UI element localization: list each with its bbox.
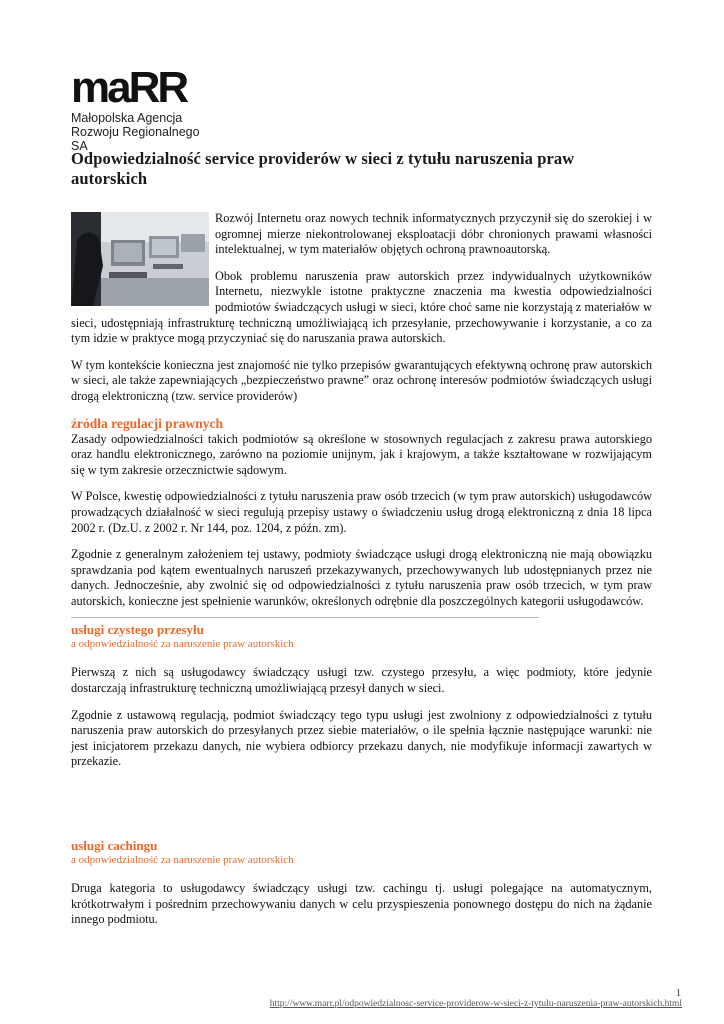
office-computers-photo: [71, 212, 209, 306]
logo-line-2: Rozwoju Regionalnego SA: [71, 125, 200, 153]
sources-paragraph-3: Zgodnie z generalnym założeniem tej ustawy, podmioty świadczące usługi drogą elektroniczną nie mają obowiązku sprawdzania pod kątem ewentualnych naruszeń przekazywanych, przechowywanych lub udostępnianych przez nie danych. Jednocześnie, aby zwolnić się od odpowiedzialności z tytułu naruszenia praw osób trzecich, w tym praw autorskich, konieczne jest spełnienie warunków, określonych odrębnie dla poszczególnych kategorii usługodawców.: [71, 547, 652, 608]
marr-logo: [71, 68, 211, 153]
photo-illustration: [71, 212, 209, 306]
spacer: [71, 781, 652, 836]
mere-conduit-paragraph-1: Pierwszą z nich są usługodawcy świadczący usługi tzw. czystego przesyłu, a więc podmioty, które jedynie dostarczają infrastrukturę techniczną umożliwiającą przesył danych w sieci.: [71, 665, 652, 696]
mere-conduit-paragraph-2: Zgodnie z ustawową regulacją, podmiot świadczący tego typu usługi jest zwolniony z odpowiedzialności z tytułu naruszenia praw autorskich do przesyłanych przez siebie materiałów, o ile spełnia łącznie następujące warunki: nie jest inicjatorem przekazu danych, nie wybiera odbiorcy przekazu danych, nie modyfikuje informacji zawartych w przekazie.: [71, 707, 652, 769]
source-url-link[interactable]: http://www.marr.pl/odpowiedzialnosc-service-providerow-w-sieci-z-tytulu-naruszenia-praw-autorskich.html: [269, 999, 682, 1009]
intro-paragraph-3: W tym kontekście konieczna jest znajomość nie tylko przepisów gwarantujących efektywną ochronę praw autorskich w sieci, ale także zapewniających „bezpieczeństwo prawne” oraz ochronę interesów podmiotów świadczących usługi drogą elektroniczną (tzw. service providerów): [71, 357, 652, 403]
logo-wordmark: maRR: [71, 68, 187, 108]
section-subheading-caching: a odpowiedzialność za naruszenie praw autorskich: [71, 854, 294, 867]
logo-line-1: Małopolska Agencja: [71, 111, 183, 125]
caching-paragraph-1: Druga kategoria to usługodawcy świadczący usługi tzw. cachingu tj. usługi polegające na automatycznym, krótkotrwałym i pośrednim przechowywaniu danych w celu przyspieszenia ponownego dostępu do nich na żądanie innego podmiotu.: [71, 881, 652, 927]
section-heading-caching: usługi cachingu: [71, 838, 158, 854]
page-number: 1: [676, 988, 681, 999]
page-title: Odpowiedzialność service providerów w sieci z tytułu naruszenia praw autorskich: [71, 149, 575, 188]
marr-logo-mark: [71, 68, 199, 108]
sources-paragraph-2: W Polsce, kwestię odpowiedzialności z tytułu naruszenia praw osób trzecich (w tym praw autorskich) usługodawców prowadzących działalność w sieci regulują przepisy ustawy o świadczeniu usług drogą elektroniczną z dnia 18 lipca 2002 r. (Dz.U. z 2002 r. Nr 144, poz. 1204, z późn. zm).: [71, 489, 652, 535]
section-divider: [71, 617, 539, 618]
article-body: [71, 211, 652, 939]
section-subheading-mere-conduit: a odpowiedzialność za naruszenie praw autorskich: [71, 638, 294, 651]
section-heading-sources: źródła regulacji prawnych: [71, 415, 223, 431]
intro-paragraph-2: Obok problemu naruszenia praw autorskich przez indywidualnych użytkowników Internetu, niezwykle istotne praktyczne znaczenia ma kwestia odpowiedzialności podmiotów świadczących usługi w sieci, które choć same nie korzystają z materiałów w sieci, udostępniają infrastrukturę techniczną umożliwiającą ich przesyłanie, przechowywanie i korzystanie, a co za tym idzie w praktyce mogą przyczyniać się do naruszania prawa autorskich.: [71, 268, 652, 346]
intro-paragraph-1: Rozwój Internetu oraz nowych technik informatycznych przyczynił się do szerokiej i w ogromnej mierze niekontrolowanej eksploatacji dóbr chronionych prawami własności intelektualnej, w tym materiałów objętych ochroną prawnoautorską.: [215, 211, 652, 257]
section-heading-mere-conduit: usługi czystego przesyłu: [71, 622, 204, 638]
sources-paragraph-1: Zasady odpowiedzialności takich podmiotów są określone w stosownych regulacjach z zakresu prawa autorskiego oraz handlu elektronicznego, zarówno na poziomie unijnym, jak i krajowym, a także kształtowane w rozwijającym się w tym zakresie orzecznictwie sądowym.: [71, 431, 652, 477]
